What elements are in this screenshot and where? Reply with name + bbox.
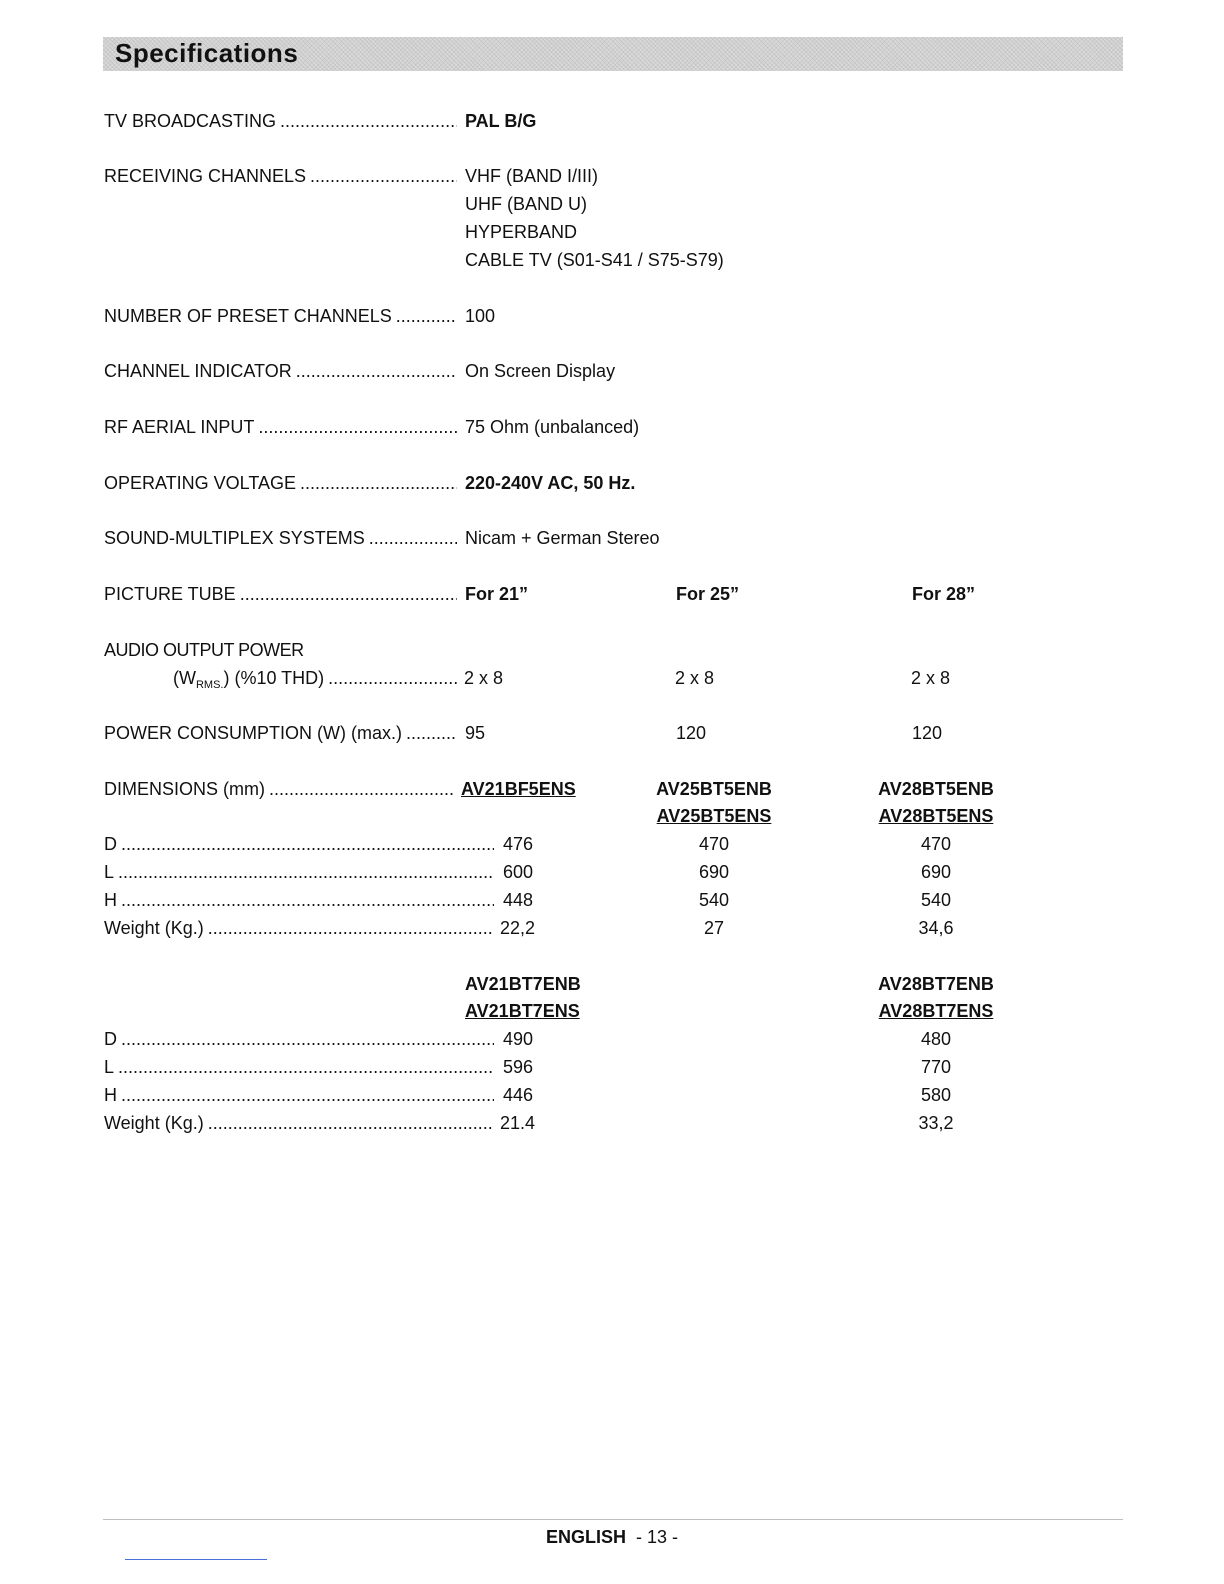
audio-output-25: 2 x 8	[675, 668, 715, 688]
spec-label-receiving-channels	[104, 165, 461, 187]
spec-label-audio-rms	[173, 667, 461, 696]
dim2-row-d	[104, 1028, 498, 1050]
spec-value-channel-indicator: On Screen Display	[465, 361, 616, 381]
dim-row-l	[104, 861, 498, 883]
model-av28bt7ens: AV28BT7ENS	[878, 1001, 994, 1021]
audio-rms-text	[173, 667, 324, 696]
spec-label-text: DIMENSIONS (mm)	[104, 779, 265, 799]
picture-tube-21: For 21”	[465, 584, 529, 604]
spec-label-text: SOUND-MULTIPLEX SYSTEMS	[104, 528, 365, 548]
dim2-row-h	[104, 1084, 498, 1106]
model-av28bt5enb: AV28BT5ENB	[878, 779, 994, 799]
dim-h-21: 448	[503, 890, 534, 910]
spec-label-text: RF AERIAL INPUT	[104, 417, 255, 437]
power-consumption-28: 120	[912, 723, 943, 743]
dim2-weight-28: 33,2	[918, 1113, 954, 1133]
dim-weight-21: 22,2	[500, 918, 536, 938]
rms-subscript: RMS.	[195, 679, 224, 691]
spec-value-rf-input: 75 Ohm (unbalanced)	[465, 417, 640, 437]
leader-dots	[310, 165, 457, 187]
leader-dots	[396, 305, 457, 327]
leader-dots	[300, 472, 457, 494]
dim-row-label: L	[104, 862, 115, 882]
dim-h-25: 540	[698, 890, 730, 910]
leader-dots	[240, 583, 457, 605]
leader-dots	[121, 1084, 494, 1106]
spec-value-sound-systems: Nicam + German Stereo	[465, 528, 660, 548]
leader-dots	[121, 833, 494, 855]
dim2-h-28: 580	[920, 1085, 952, 1105]
dim2-d-28: 480	[920, 1029, 952, 1049]
spec-value-receiving-vhf: VHF (BAND I/III)	[465, 166, 599, 186]
dim-d-25: 470	[698, 834, 730, 854]
model-av25bt5enb: AV25BT5ENB	[656, 779, 772, 799]
dim-row-d	[104, 833, 498, 855]
model-av21bf5ens: AV21BF5ENS	[461, 779, 576, 799]
dim-row-label: D	[104, 1029, 117, 1049]
spec-label-rf-input	[104, 416, 461, 438]
spec-label-sound-systems	[104, 527, 461, 549]
spec-label-dimensions	[104, 778, 457, 800]
model-av25bt5ens: AV25BT5ENS	[656, 806, 772, 826]
dim-l-28: 690	[920, 862, 952, 882]
page-footer	[0, 1526, 1224, 1548]
footer-page-number: - 13 -	[636, 1527, 679, 1547]
dim-row-label: Weight (Kg.)	[104, 918, 204, 938]
audio-output-28: 2 x 8	[911, 668, 951, 688]
leader-dots	[121, 1028, 494, 1050]
dim2-l-28: 770	[920, 1057, 952, 1077]
dim-row-h	[104, 889, 498, 911]
dim-d-28: 470	[920, 834, 952, 854]
spec-label-power-consumption	[104, 722, 461, 744]
leader-dots	[208, 1112, 494, 1134]
spec-label-operating-voltage	[104, 472, 461, 494]
corner-rule	[125, 1559, 267, 1560]
dim2-row-l	[104, 1056, 498, 1078]
model-av21bt7ens: AV21BT7ENS	[465, 1001, 580, 1021]
spec-value-tv-broadcasting: PAL B/G	[465, 111, 537, 131]
leader-dots	[118, 861, 494, 883]
dim-d-21: 476	[503, 834, 534, 854]
spec-value-receiving-uhf: UHF (BAND U)	[465, 194, 587, 214]
spec-label-channel-indicator	[104, 360, 461, 382]
power-consumption-25: 120	[676, 723, 707, 743]
leader-dots	[258, 416, 457, 438]
dim2-d-21: 490	[503, 1029, 534, 1049]
dim-weight-25: 27	[703, 918, 725, 938]
spec-label-text: TV BROADCASTING	[104, 111, 277, 131]
spec-label-text: RECEIVING CHANNELS	[104, 166, 307, 186]
leader-dots	[369, 527, 457, 549]
leader-dots	[406, 722, 457, 744]
dim-row-weight	[104, 917, 498, 939]
leader-dots	[280, 110, 457, 132]
section-banner	[103, 37, 1123, 71]
model-av28bt5ens: AV28BT5ENS	[878, 806, 994, 826]
leader-dots	[208, 917, 494, 939]
model-av21bt7enb: AV21BT7ENB	[465, 974, 581, 994]
spec-value-operating-voltage: 220-240V AC, 50 Hz.	[465, 473, 636, 493]
spec-value-preset-channels: 100	[465, 306, 496, 326]
dim-l-21: 600	[503, 862, 534, 882]
spec-label-picture-tube	[104, 583, 461, 605]
dim-row-label: L	[104, 1057, 115, 1077]
dim2-weight-21: 21.4	[500, 1113, 536, 1133]
spec-label-preset-channels	[104, 305, 461, 327]
leader-dots	[118, 1056, 494, 1078]
spec-value-receiving-cable: CABLE TV (S01-S41 / S75-S79)	[465, 250, 724, 270]
audio-output-21: 2 x 8	[464, 668, 504, 688]
model-av28bt7enb: AV28BT7ENB	[878, 974, 994, 994]
spec-value-receiving-hyperband: HYPERBAND	[465, 222, 578, 242]
spec-label-text: NUMBER OF PRESET CHANNELS	[104, 306, 392, 326]
dim-row-label: H	[104, 1085, 117, 1105]
dim-row-label: Weight (Kg.)	[104, 1113, 204, 1133]
spec-label-text: POWER CONSUMPTION (W) (max.)	[104, 723, 402, 743]
rms-prefix: (W	[173, 668, 196, 688]
picture-tube-28: For 28”	[912, 584, 976, 604]
spec-label-tv-broadcasting	[104, 110, 461, 132]
dim2-h-21: 446	[503, 1085, 534, 1105]
footer-language: ENGLISH	[545, 1527, 626, 1547]
dim-row-label: D	[104, 834, 117, 854]
spec-label-text: CHANNEL INDICATOR	[104, 361, 292, 381]
dim-l-25: 690	[698, 862, 730, 882]
footer-divider	[103, 1519, 1123, 1520]
power-consumption-21: 95	[465, 723, 486, 743]
dim2-row-weight	[104, 1112, 498, 1134]
dim-weight-28: 34,6	[918, 918, 954, 938]
rms-suffix: ) (%10 THD)	[223, 668, 325, 688]
spec-label-text: OPERATING VOLTAGE	[104, 473, 297, 493]
spec-label-audio-output: AUDIO OUTPUT POWER	[104, 640, 304, 660]
picture-tube-25: For 25”	[676, 584, 740, 604]
dim-h-28: 540	[920, 890, 952, 910]
leader-dots	[296, 360, 457, 382]
dim2-l-21: 596	[503, 1057, 534, 1077]
spec-label-text: PICTURE TUBE	[104, 584, 236, 604]
dim-row-label: H	[104, 890, 117, 910]
page-title: Specifications	[115, 38, 299, 68]
leader-dots	[328, 667, 457, 696]
leader-dots	[269, 778, 453, 800]
leader-dots	[121, 889, 494, 911]
